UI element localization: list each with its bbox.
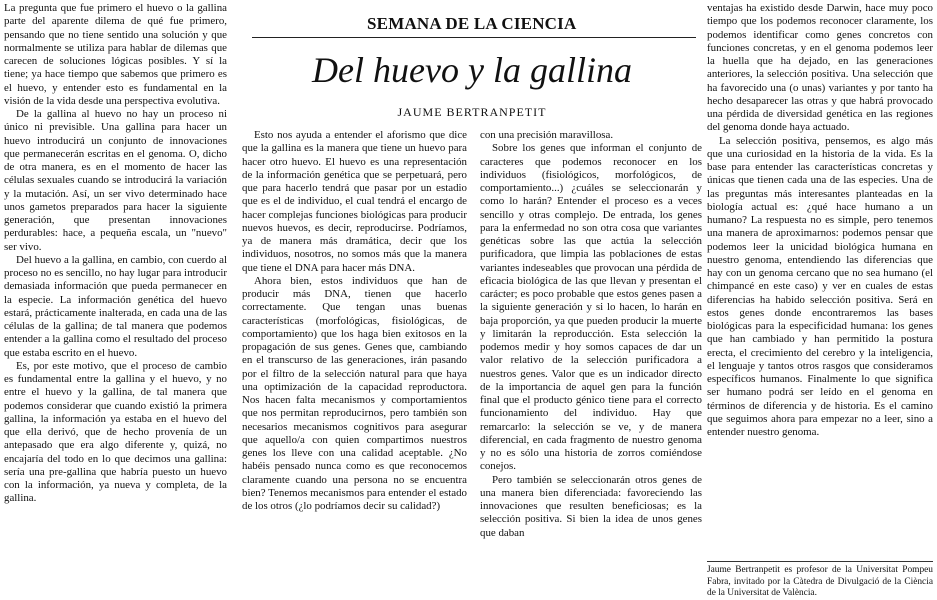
bio-divider	[707, 561, 933, 562]
paragraph: Es, por este motivo, que el proceso de cambio es fundamental entre la gallina y el huevo, y no entre el huevo y la gallina, de tal manera que podemos considerar que cuando existió la primera gallina, la información ya estaba en el huevo del que ella derivó, que de hecho provenía de un antepasado que era algo diferente y, quizá, no encajaría del todo en lo que decimos una gallina: sería una pre-gallina que habría puesto un huevo con la información, ya nueva y completa, de la gallina.	[4, 359, 227, 505]
section-rule	[252, 37, 696, 38]
headline: Del huevo y la gallina	[312, 50, 632, 90]
section-label: SEMANA DE LA CIENCIA	[367, 14, 577, 33]
article-column-1	[4, 2, 227, 506]
paragraph: La pregunta que fue primero el huevo o la gallina parte del aparente dilema de qué fue primero, pensando que no tiene sentido una solución y que normalmente se utiliza para hablar de dilemas que carecen de soluciones lógicas posibles. Y sí la tiene; ya hace tiempo que sabemos que primero es el huevo, y entender esto es fundamental en la visión de la vida desde una perspectiva evolutiva.	[4, 2, 227, 107]
paragraph: Del huevo a la gallina, en cambio, con cuerdo al proceso no es sencillo, no hay lugar para introducir demasiada información que pueda permanecer en la especie. La información genética del huevo estará, prácticamente inalterada, en cada una de las células de la gallina; de tal manera que podemos entender a la gallina como el resultado del proceso que estaba escrito en el huevo.	[4, 253, 227, 359]
paragraph: Esto nos ayuda a entender el aforismo que dice que la gallina es la manera que tiene un huevo para hacer otro huevo. El huevo es una representación de la información genética que se perpetuará, pero que para hacerlo tendrá que pasar por un estadio que es el de individuo, el cual tendrá el encargo de hacer complejas funciones biológicas para producir nuevos huevos, es decir, reproducirse. Podríamos, ya de manera más dramática, decir que los individuos, nosotros, no somos más que la manera que tiene el DNA para hacer más DNA.	[242, 129, 467, 274]
byline: JAUME BERTRANPETIT	[397, 105, 547, 119]
paragraph: Sobre los genes que informan el conjunto de caracteres que podemos reconocer en los individuos (fisiológicos, morfológicos, de comportamiento...) ¿cuáles se seleccionarán y como lo harán? Entender el proceso es a veces sencillo y otras complejo. De entrada, los genes para la enfermedad no son otra cosa que variantes genéticas sobre las que actúa la selección purificadora, que limpia las poblaciones de estas variantes indeseables que provocan una pérdida de eficacia biológica de las que llevan y presentan el carácter; es poco probable que estos genes pasen a la siguiente generación y si lo hacen, lo harán en baja proporción, ya que pueden producir la muerte y limitarán la reproducción. Esta selección la podemos medir y hoy somos capaces de dar un valor relativo de la selección purificadora a nuestros genes. Valor que es un indicador directo de la importancia de aquel gen para la función final que el producto génico tiene para el correcto funcionamiento del individuo. Hay que remarcarlo: la selección se ve, y de manera diferencial, en cada fragmento de nuestro genoma y no es sólo una historia de zorros comiéndose conejos.	[480, 142, 702, 473]
paragraph: Ahora bien, estos individuos que han de producir más DNA, tienen que hacerlo correctamente. Que tengan unas buenas características (morfológicas, fisiológicas, de comportamiento) que los haga bien exitosos en la propagación de sus genes. Genes que, cambiando en el transcurso de las generaciones, irán pasando por el filtro de la selección natural para que haya una optimización de la capacidad reproductora. Nos hacen falta mecanismos y comportamientos que nos permitan reproducirnos, pero también son necesarios mecanismos cognitivos para asegurar que aquello/a con quien compartimos nuestros genes los lleve con una calidad aceptable. ¿No habéis pensado nunca como es que reconocemos claramente cuando una persona no se encuentra bien? Tenemos mecanismos para entender el estado de los otros (¿lo podríamos decir su calidad?)	[242, 274, 467, 512]
paragraph: La selección positiva, pensemos, es algo más que una curiosidad en la historia de la vida. Es la base para entender las características concretas y únicas que tienen cada una de las especies. Una de las preguntas más interesantes planteadas en la biología actual es: ¿qué hace humano a un humano? La respuesta no es simple, pero tenemos una manera de aproximarnos: podemos pensar que podemos leer la unicidad biológica humana en nuestro genoma, entendiendo las diferencias que hay con un genoma cercano que no sea humano (el chimpancé en este caso) y ver en cuales de estas diferencias ha habido selección positiva. Será en estos genes donde encontraremos las bases biológicas para la especificidad humana: los genes que han cambiado y han permitido la postura erecta, el crecimiento del cerebro y la inteligencia, el lenguaje y tantos otros rasgos que consideramos específicos humanos. Finalmente lo que significa ser humano podrá ser leído en el genoma en términos de diferencia y de historia. Es el camino que seguimos ahora para empezar no a leer, sino a entender nuestro genoma.	[707, 134, 933, 438]
paragraph: Pero también se seleccionarán otros genes de una manera bien diferenciada: favoreciendo las innovaciones que resulten beneficiosas; es la selección positiva. Si bien la idea de unos genes que daban	[480, 473, 702, 539]
article-column-3	[480, 129, 702, 540]
article-column-4	[707, 2, 933, 439]
author-bio-text: Jaume Bertranpetit es profesor de la Universitat Pompeu Fabra, invitado por la Càtedra de Divulgació de la Ciència de la Universitat de València.	[707, 565, 933, 599]
article-column-2	[242, 129, 467, 513]
author-bio	[707, 565, 933, 600]
paragraph: ventajas ha existido desde Darwin, hace muy poco tiempo que los podemos reconocer claramente, los podemos identificar como genes concretos con funciones concretas, y en el genoma podemos leer la huella que ha dejado, en las generaciones anteriores, la selección positiva. Una selección que ha favorecido una (o unas) variantes y por tanto ha hecho desaparecer las otras y que habrá provocado una pérdida de diversidad genética en las regiones del genoma donde haya actuado.	[707, 2, 933, 134]
paragraph: De la gallina al huevo no hay un proceso ni único ni previsible. Una gallina para hacer un huevo introducirá un conjunto de innovaciones que permanecerán escritas en el genoma. O, dicho de otra manera, es en el momento de hacer las células sexuales cuando se introducirá la variación y la mutación. Así, un ser vivo determinado hace unos gametos preparados para hacer la siguiente generación, que presentan innovaciones perdurables: hace, a pequeña escala, un "nuevo" ser vivo.	[4, 108, 227, 253]
paragraph: con una precisión maravillosa.	[480, 129, 614, 141]
